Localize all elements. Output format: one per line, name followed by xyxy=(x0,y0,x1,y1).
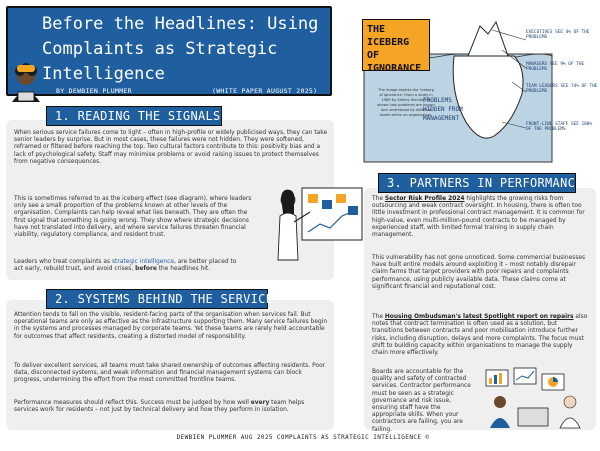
hidden-problems-label: PROBLEMS HIDDEN FROM MANAGEMENT xyxy=(423,97,463,122)
author-byline: BY DEWBIEN PLUMMER xyxy=(56,87,132,95)
section-1-paragraph-1: When serious service failures come to light – often in high-profile or widely publicised ways, they can take senior leaders by surprise. But in most cases, these failures were not hidden. They were softened, reframed or filtered before reaching the top. Two cultural factors contribute to this: positivity bias and a lack of psychological safety. Staff may minimise problems or avoid raising issues to protect themselves from negative consequences. xyxy=(14,130,328,165)
analyst-whiteboard-illustration xyxy=(262,180,370,270)
document-title: Before the Headlines: Using Complaints as Strategic Intelligence xyxy=(42,14,319,84)
section-3-paragraph-2: This vulnerability has not gone unnoticed. Some commercial businesses have built entire models around exploiting it – most notably disrepair claim farms that target providers with poor repairs and complaints performance, using publicly available data. These claims come at significant financial and reputational cost. xyxy=(372,255,586,290)
title-banner xyxy=(6,6,332,96)
section-3-heading: 3. PARTNERS IN PERFORMANCE xyxy=(378,173,576,193)
section-3-paragraph-3: The Housing Ombudsman's latest Spotlight report on repairs also notes that contract termination is often used as a solution, but transitions between contracts and poor mobilisation introduce further risks, including disruption, delays and more complaints. The focus must shift to building capacity within organisations to manage the supply chain more effectively. xyxy=(372,314,588,357)
section-2-paragraph-1: Attention tends to fall on the visible, resident-facing parts of the organisation when services fail. But operational teams are only as effective as the infrastructure supporting them. Many service failures begin in the systems and processes managed by corporate teams. Yet these teams are rarely held accountable for outcomes that affect residents, creating a distorted model of responsibility. xyxy=(14,312,328,340)
spotlight-report-link[interactable]: Housing Ombudsman's latest Spotlight report on repairs xyxy=(384,314,574,320)
section-1-paragraph-3: Leaders who treat complaints as strategic intelligence, are better placed to act early, rebuild trust, and avoid crises, before the headlines hit. xyxy=(14,259,237,273)
team-leaders-label: TEAM LEADERS SEE 74% OF THE PROBLEMS xyxy=(526,84,598,95)
section-1-heading: 1. READING THE SIGNALS xyxy=(46,106,222,126)
iceberg-title: THE ICEBERG OF IGNORANCE xyxy=(362,19,430,71)
team-dashboard-illustration xyxy=(478,364,596,430)
author-avatar-icon xyxy=(4,62,48,106)
strategic-intelligence-highlight: strategic intelligence xyxy=(111,259,174,265)
executives-label: EXECUTIVES SEE 4% OF THE PROBLEMS xyxy=(526,30,590,41)
publication-date: (WHITE PAPER AUGUST 2025) xyxy=(212,87,318,95)
iceberg-caption: The image depicts the 'iceberg of ignorance' (from a study in 1989 by Sidney Yoshida). It shows how problems are known and understood by different levels within an organisation. xyxy=(377,88,435,117)
section-3-paragraph-1: The Sector Risk Profile 2024 highlights the growing risks from outsourcing and weak contract oversight. In housing, there is often too little investment in professional contract management. It is common for high-value, even multi-million-pound contracts to be managed by experienced staff, with limited formal training in supply chain management. xyxy=(372,196,585,239)
managers-label: MANAGERS SEE 9% OF THE PROBLEMS xyxy=(526,62,585,73)
front-line-staff-label: FRONT-LINE STAFF SEE 100% OF THE PROBLEMS xyxy=(526,122,593,133)
section-2-paragraph-3: Performance measures should reflect this. Success must be judged by how well every team helps services work for residents – not just by technical delivery and how they perform in isolation. xyxy=(14,400,305,414)
section-1-paragraph-2: This is sometimes referred to as the iceberg effect (see diagram), where leaders only see a small proportion of the problems known at other levels of the organisation. Complaints can help reveal what lies beneath. They are often the first signal that something is going wrong. They show where strategic decisions have not translated into delivery, and where service failures threaten financial viability, regulatory compliance, and resident trust. xyxy=(14,196,252,239)
footer-credit: DEWBIEN PLUMMER AUG 2025 COMPLAINTS AS STRATEGIC INTELLIGENCE © xyxy=(176,434,430,441)
section-2-paragraph-2: To deliver excellent services, all teams must take shared ownership of outcomes affecting residents. Poor data, disconnected systems, and weak information and financial management systems can block progress, undermining the effort from the most committed frontline teams. xyxy=(14,363,326,384)
sector-risk-profile-link[interactable]: Sector Risk Profile 2024 xyxy=(384,196,465,202)
section-2-heading: 2. SYSTEMS BEHIND THE SERVICE xyxy=(46,289,268,309)
section-3-paragraph-4: Boards are accountable for the quality and safety of contracted services. Contractor performance must be seen as a strategic governance and risk issue, ensuring staff have the appropriate skills. When your contractors are failing, you are failing. xyxy=(372,369,471,433)
